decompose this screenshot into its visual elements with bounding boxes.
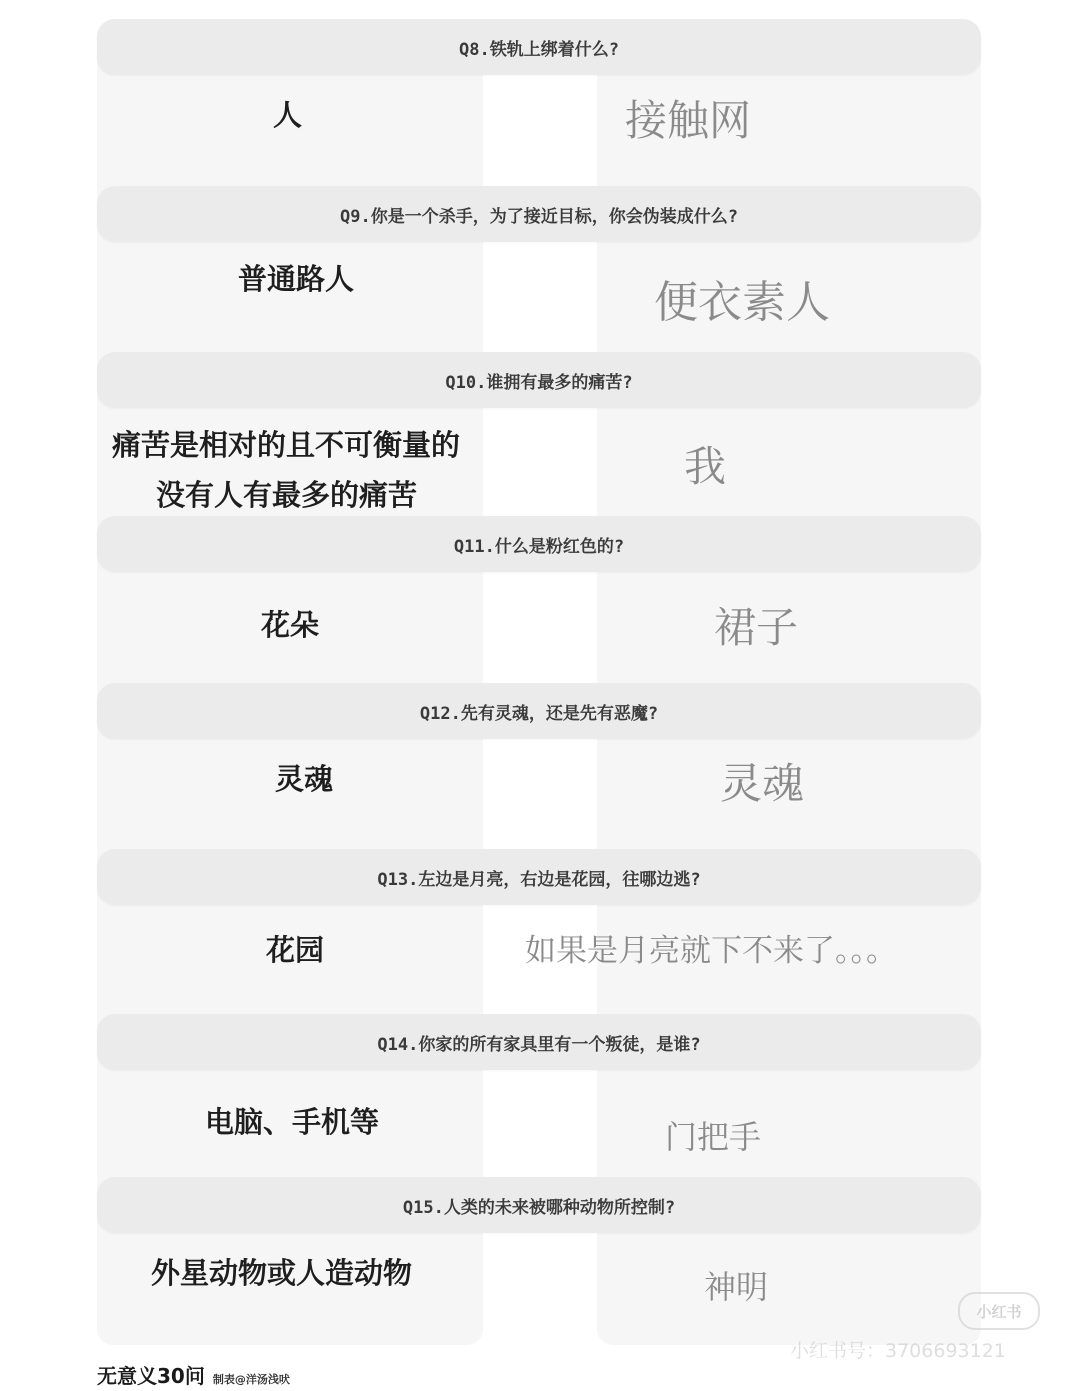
- left-answer-q9: 普通路人: [238, 262, 355, 296]
- question-bar-q9: Q9.你是一个杀手，为了接近目标，你会伪装成什么?: [97, 186, 981, 242]
- question-bar-q13: Q13.左边是月亮，右边是花园，往哪边逃?: [97, 849, 981, 905]
- footer-credit: 制表@洋汤浅吠: [212, 1373, 290, 1386]
- right-answer-q14: 门把手: [665, 1118, 762, 1156]
- question-bar-q8: Q8.铁轨上绑着什么?: [97, 19, 981, 75]
- watermark-id: 小红书号：3706693121: [790, 1340, 1006, 1362]
- left-answer-q11: 花朵: [261, 608, 320, 642]
- right-answer-q11: 裙子: [714, 603, 799, 652]
- footer: [97, 1360, 290, 1389]
- right-answer-q10: 我: [684, 442, 727, 491]
- right-answer-q12: 灵魂: [720, 759, 805, 808]
- left-answer-q13: 花园: [266, 933, 325, 967]
- question-bar-q15: Q15.人类的未来被哪种动物所控制?: [97, 1177, 981, 1233]
- footer-title: 无意义30问: [97, 1364, 205, 1388]
- question-bar-q12: Q12.先有灵魂，还是先有恶魔?: [97, 683, 981, 739]
- left-answer-q14: 电脑、手机等: [205, 1105, 380, 1139]
- left-answer-q8: 人: [273, 98, 303, 132]
- left-answer-q15: 外星动物或人造动物: [151, 1256, 413, 1290]
- left-answer-q10: [112, 420, 460, 520]
- question-bar-q14: Q14.你家的所有家具里有一个叛徒，是谁?: [97, 1014, 981, 1070]
- left-answer-q10-line2: 没有人有最多的痛苦: [156, 478, 418, 512]
- right-answer-q9: 便衣素人: [654, 277, 830, 328]
- question-bar-q11: Q11.什么是粉红色的?: [97, 516, 981, 572]
- right-answer-q8: 接触网: [625, 96, 752, 145]
- left-answer-q10-line1: 痛苦是相对的且不可衡量的: [112, 428, 461, 462]
- left-answer-q12: 灵魂: [275, 762, 334, 796]
- question-bar-q10: Q10.谁拥有最多的痛苦?: [97, 352, 981, 408]
- right-answer-q15: 神明: [704, 1268, 769, 1306]
- watermark-badge: 小红书: [958, 1292, 1040, 1330]
- right-answer-q13: 如果是月亮就下不来了。。。: [525, 933, 897, 969]
